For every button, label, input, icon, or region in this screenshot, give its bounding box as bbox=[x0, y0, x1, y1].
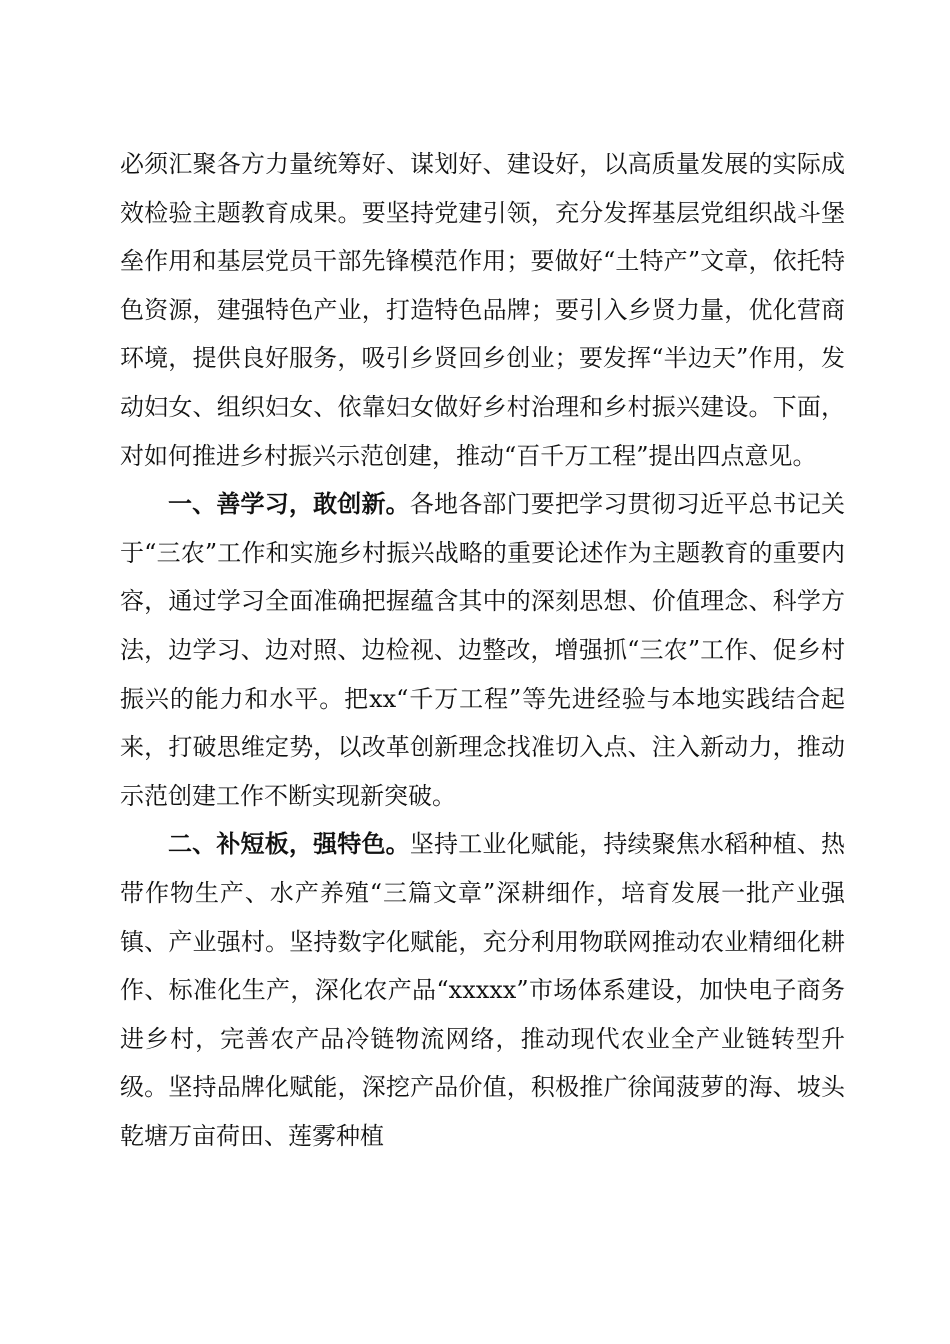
paragraph-continuation bbox=[120, 140, 845, 480]
section-heading: 二、补短板，强特色。 bbox=[168, 829, 410, 859]
section-heading: 一、善学习，敢创新。 bbox=[168, 489, 410, 519]
document-body bbox=[120, 140, 845, 1160]
paragraph-text: 必须汇聚各方力量统筹好、谋划好、建设好，以高质量发展的实际成效检验主题教育成果。要坚持党建引领，充分发挥基层党组织战斗堡垒作用和基层党员干部先锋模范作用；要做好“土特产”文章，依托特色资源，建强特色产业，打造特色品牌；要引入乡贤力量，优化营商环境，提供良好服务，吸引乡贤回乡创业；要发挥“半边天”作用，发动妇女、组织妇女、依靠妇女做好乡村治理和乡村振兴建设。下面，对如何推进乡村振兴示范创建，推动“百千万工程”提出四点意见。 bbox=[120, 150, 845, 470]
paragraph-text: 坚持工业化赋能，持续聚焦水稻种植、热带作物生产、水产养殖“三篇文章”深耕细作，培育发展一批产业强镇、产业强村。坚持数字化赋能，充分利用物联网推动农业精细化耕作、标准化生产，深化农产品“xxxxx”市场体系建设，加快电子商务进乡村，完善农产品冷链物流网络，推动现代农业全产业链转型升级。坚持品牌化赋能，深挖产品价值，积极推广徐闻菠萝的海、坡头乾塘万亩荷田、莲雾种植 bbox=[120, 830, 846, 1150]
paragraph-section-1 bbox=[120, 480, 845, 820]
paragraph-text: 各地各部门要把学习贯彻习近平总书记关于“三农”工作和实施乡村振兴战略的重要论述作为主题教育的重要内容，通过学习全面准确把握蕴含其中的深刻思想、价值理念、科学方法，边学习、边对照、边检视、边整改，增强抓“三农”工作、促乡村振兴的能力和水平。把xx“千万工程”等先进经验与本地实践结合起来，打破思维定势，以改革创新理念找准切入点、注入新动力，推动示范创建工作不断实现新突破。 bbox=[120, 490, 846, 810]
paragraph-section-2 bbox=[120, 820, 845, 1160]
